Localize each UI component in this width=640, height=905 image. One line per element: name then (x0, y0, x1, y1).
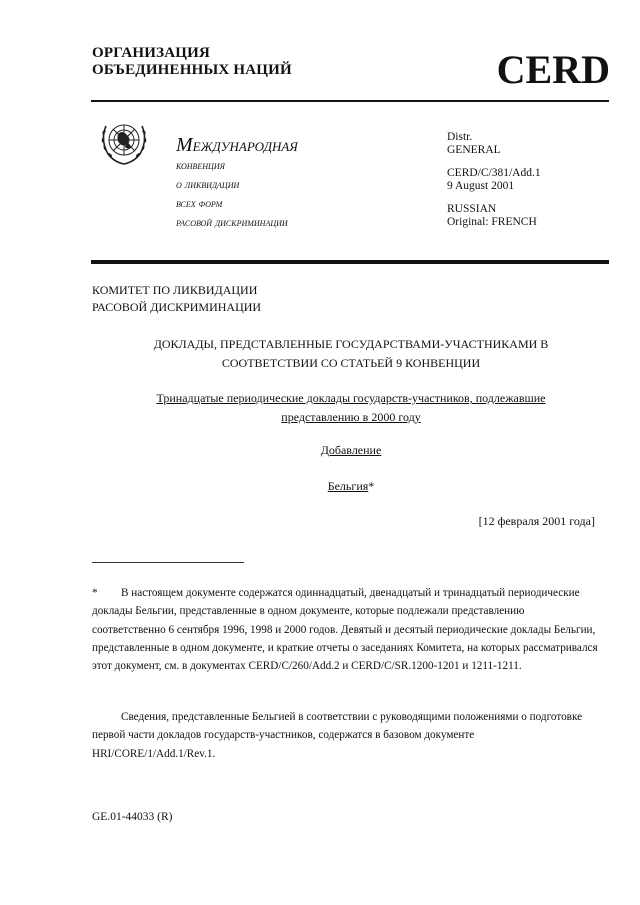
distribution-label: Distr. (447, 131, 473, 143)
document-metadata (447, 131, 541, 229)
org-name-line2: ОБЪЕДИНЕННЫХ НАЦИЙ (92, 62, 292, 78)
committee-name-line2: РАСОВОЙ ДИСКРИМИНАЦИИ (92, 300, 262, 314)
footnote-1 (92, 584, 600, 675)
convention-title-line3: о ликвидации (176, 177, 240, 191)
submission-date: [12 февраля 2001 года] (478, 514, 595, 528)
org-name-line1: ОРГАНИЗАЦИЯ (92, 45, 211, 61)
job-number: GE.01-44033 (R) (92, 811, 173, 823)
footnote-1-text: В настоящем документе содержатся одиннадцатый, двенадцатый и тринадцатый периодические доклады Бельгии, представленные в одном документе, которые подлежали представлению соответственно 6 сентября 1996, 1998 и 2000 годов. Девятый и десятый периодические доклады Бельгии, представленные в одном документе, и краткие отчеты о заседаниях Комитета, на которых рассматривался этот документ, см. в документах CERD/C/260/Add.2 и CERD/C/SR.1200-1201 и 1211-1211. (92, 587, 598, 673)
footnote-2: Сведения, представленные Бельгией в соответствии с руководящими положениями о подготовке первой части докладов государств-участников, содержатся в базовом документе HRI/CORE/1/Add.1/Rev.1. (92, 711, 583, 760)
footnote-separator (92, 562, 244, 563)
convention-title-rest: еждународная (192, 135, 298, 155)
document-series-symbol: CERD (496, 47, 610, 92)
country-heading (92, 479, 610, 494)
original-language: Original: FRENCH (447, 216, 537, 228)
document-date: 9 August 2001 (447, 180, 515, 192)
convention-title-initial: М (176, 134, 193, 156)
committee-name (92, 282, 261, 316)
distribution-value: GENERAL (447, 144, 501, 156)
convention-title-line1 (176, 134, 298, 156)
reports-subtitle (92, 389, 610, 427)
convention-title-line2: конвенция (176, 158, 225, 172)
organization-name (92, 45, 292, 79)
convention-title (176, 134, 298, 232)
addendum-label: Добавление (320, 443, 382, 457)
reports-subtitle-line2: представлению в 2000 году (281, 410, 421, 424)
header-rule-top (91, 100, 609, 102)
un-emblem-icon (96, 114, 152, 170)
document-language: RUSSIAN (447, 203, 497, 215)
reports-heading (92, 335, 610, 373)
footnote-1-marker: * (92, 587, 98, 599)
country-name: Бельгия (327, 479, 369, 493)
header-rule-bottom (91, 260, 609, 264)
reports-heading-line1: ДОКЛАДЫ, ПРЕДСТАВЛЕННЫЕ ГОСУДАРСТВАМИ-УЧАСТНИКАМИ В (153, 337, 549, 351)
footnote-marker: * (368, 479, 375, 493)
convention-title-line5: расовой дискриминации (176, 215, 288, 229)
convention-title-line4: всех форм (176, 196, 223, 210)
document-symbol: CERD/C/381/Add.1 (447, 167, 541, 179)
reports-subtitle-line1: Тринадцатые периодические доклады государств-участников, подлежавшие (156, 391, 546, 405)
reports-heading-line2: СООТВЕТСТВИИ СО СТАТЬЕЙ 9 КОНВЕНЦИИ (221, 356, 481, 370)
committee-name-line1: КОМИТЕТ ПО ЛИКВИДАЦИИ (92, 283, 258, 297)
